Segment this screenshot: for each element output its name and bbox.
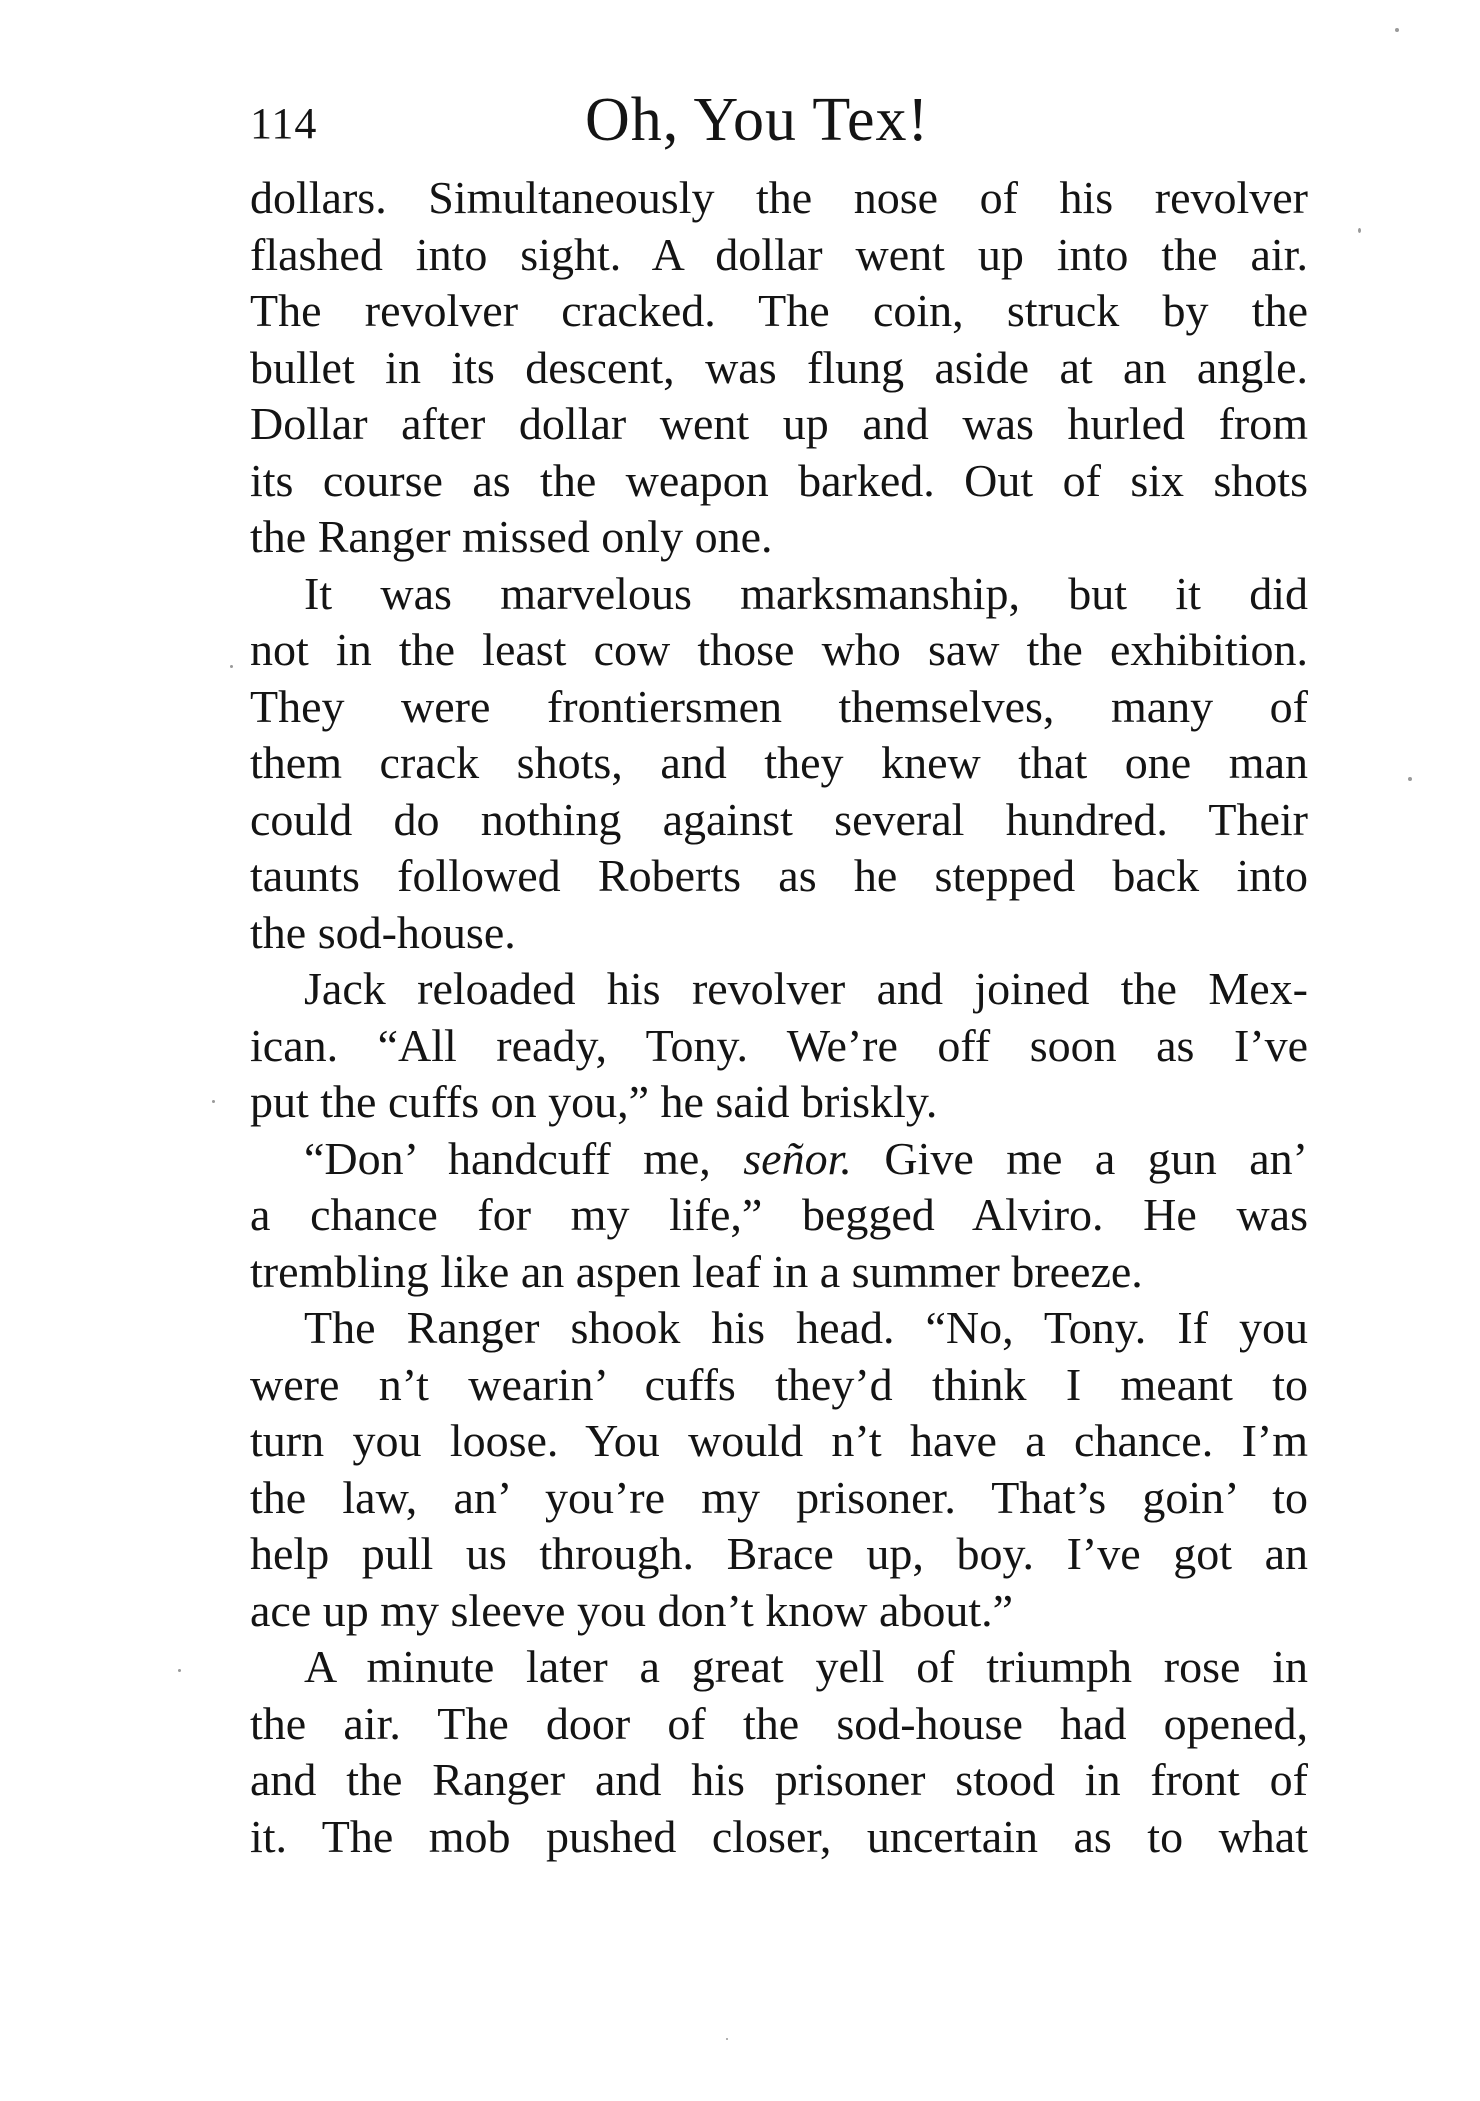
- text-line: ican. “All ready, Tony. We’re off soon as I’ve: [250, 1019, 1308, 1071]
- scan-speck: [212, 1100, 215, 1103]
- scan-speck: [726, 2038, 728, 2040]
- text-line: flashed into sight. A dollar went up into the air.: [250, 228, 1308, 280]
- scan-speck: [230, 665, 233, 668]
- italic-text: señor.: [743, 1132, 852, 1184]
- text-line: could do nothing against several hundred. Their: [250, 793, 1308, 845]
- text-run: Give me a gun an’: [851, 1132, 1308, 1184]
- paragraph: [250, 1300, 1308, 1639]
- text-line: were n’t wearin’ cuffs they’d think I meant to: [250, 1358, 1308, 1410]
- paragraph: [250, 961, 1308, 1131]
- text-line: help pull us through. Brace up, boy. I’ve got an: [250, 1528, 1308, 1579]
- text-line: The revolver cracked. The coin, struck by the: [250, 285, 1308, 336]
- text-line: not in the least cow those who saw the exhibition.: [250, 624, 1308, 675]
- text-line: ace up my sleeve you don’t know about.”: [250, 1584, 1014, 1636]
- text-line: put the cuffs on you,” he said briskly.: [250, 1076, 938, 1127]
- text-line: Jack reloaded his revolver and joined the Mex-: [304, 963, 1308, 1014]
- text-line: the sod-house.: [250, 906, 516, 958]
- paragraph: [250, 566, 1308, 962]
- text-line: [250, 1131, 1308, 1188]
- text-line: the air. The door of the sod-house had opened,: [250, 1697, 1308, 1749]
- text-line: dollars. Simultaneously the nose of his revolver: [250, 172, 1308, 223]
- body-text: [250, 170, 1308, 1865]
- text-line: They were frontiersmen themselves, many of: [250, 680, 1308, 732]
- text-line: The Ranger shook his head. “No, Tony. If you: [304, 1302, 1308, 1353]
- running-head: [250, 80, 1305, 160]
- text-line: A minute later a great yell of triumph rose in: [304, 1641, 1308, 1692]
- text-line: the Ranger missed only one.: [250, 511, 773, 562]
- text-run: “Don’ handcuff me,: [304, 1132, 744, 1184]
- text-line: it. The mob pushed closer, uncertain as to what: [250, 1810, 1308, 1862]
- text-line: its course as the weapon barked. Out of six shots: [250, 454, 1308, 506]
- page-number: 114: [250, 99, 318, 148]
- scan-speck: [1358, 228, 1361, 233]
- text-line: It was marvelous marksmanship, but it did: [304, 567, 1308, 619]
- running-title: Oh, You Tex!: [585, 86, 930, 154]
- text-line: and the Ranger and his prisoner stood in front of: [250, 1754, 1308, 1805]
- text-line: Dollar after dollar went up and was hurled from: [250, 398, 1308, 449]
- scan-speck: [178, 1669, 181, 1672]
- scan-speck: [1408, 777, 1412, 781]
- paragraph: [250, 170, 1308, 566]
- text-line: trembling like an aspen leaf in a summer breeze.: [250, 1245, 1143, 1297]
- scan-speck: [1395, 28, 1399, 32]
- text-line: the law, an’ you’re my prisoner. That’s goin’ to: [250, 1471, 1308, 1523]
- text-line: them crack shots, and they knew that one man: [250, 737, 1308, 788]
- text-line: turn you loose. You would n’t have a chance. I’m: [250, 1415, 1308, 1466]
- text-line: bullet in its descent, was flung aside at an angle.: [250, 341, 1308, 393]
- text-line: a chance for my life,” begged Alviro. He was: [250, 1189, 1308, 1240]
- text-line: taunts followed Roberts as he stepped back into: [250, 850, 1308, 901]
- paragraph: [250, 1131, 1308, 1301]
- paragraph: [250, 1639, 1308, 1865]
